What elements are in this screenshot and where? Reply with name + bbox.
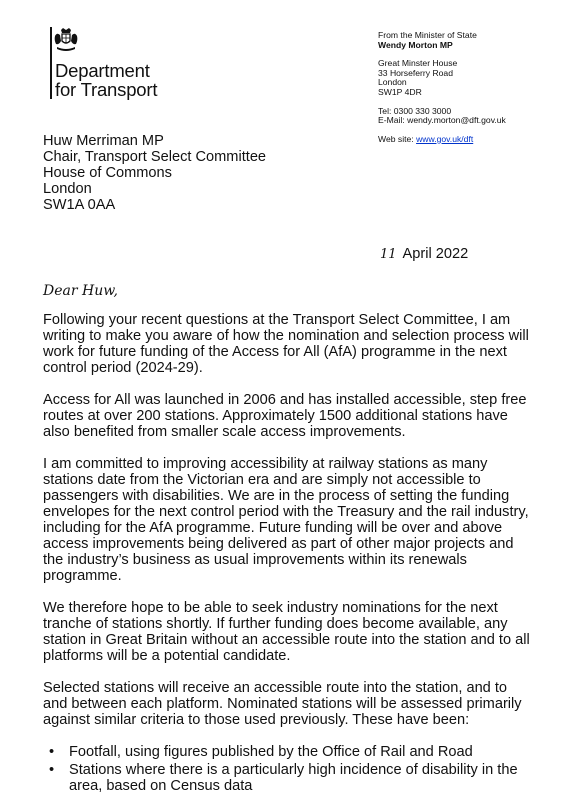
- list-item-text: Footfall, using figures published by the Office of Rail and Road: [69, 744, 473, 760]
- letter-body: [43, 312, 533, 796]
- recipient-line: Chair, Transport Select Committee: [43, 149, 267, 165]
- paragraph: Selected stations will receive an accessible route into the station, and to and between each platform. Nominated stations will be assessed primarily against similar criteria to those used previously. These have been:: [43, 680, 522, 728]
- salutation: Dear Huw,: [43, 283, 118, 299]
- paragraph: I am committed to improving accessibility at railway stations as many stations date from the Victorian era and are simply not accessible to passengers with disabilities. We are in the process of setting the funding envelopes for the next control period with the Treasury and the rail industry, including for the AfA programme. Future funding will be over and above access improvements being delivered as part of other major projects and the industry’s business as usual improvements within its renewals programme.: [43, 456, 529, 584]
- recipient-line: London: [43, 181, 92, 197]
- bullet-icon: •: [49, 744, 55, 760]
- paragraph: Following your recent questions at the Transport Select Committee, I am writing to make you aware of how the nomination and selection process will work for future funding of the Access for All (AfA) programme in the next control period (2024-29).: [43, 312, 529, 376]
- date-month-year: April 2022: [402, 246, 469, 262]
- paragraph: Access for All was launched in 2006 and has installed accessible, step free routes at over 200 stations. Approximately 1500 additional stations have also benefited from smaller scale access improvements.: [43, 392, 527, 440]
- telephone: Tel: 0300 330 3000: [378, 105, 452, 116]
- sender-block: [378, 31, 506, 144]
- department-name: [55, 61, 157, 99]
- website-label: Web site:: [378, 133, 417, 144]
- letter-date: [380, 246, 468, 262]
- email: E-Mail: wendy.morton@dft.gov.uk: [378, 115, 506, 126]
- minister-name: Wendy Morton MP: [378, 39, 453, 50]
- recipient-line: SW1A 0AA: [43, 197, 116, 213]
- list-item-text: Stations where there is a particularly high incidence of disability in the area, based on Census data: [69, 762, 518, 794]
- department-line-2: for Transport: [55, 79, 158, 100]
- address-line: 33 Horseferry Road: [378, 67, 453, 78]
- department-line-1: Department: [55, 60, 150, 81]
- address-line: Great Minster House: [378, 58, 458, 69]
- bullet-icon: •: [49, 762, 55, 778]
- criteria-list: [43, 744, 533, 794]
- logo-divider: [50, 27, 52, 99]
- address-line: London: [378, 77, 407, 88]
- royal-coat-of-arms-icon: [53, 27, 79, 53]
- date-day-handwritten: 11: [380, 247, 397, 262]
- website: [378, 135, 506, 145]
- list-item: [43, 762, 533, 794]
- website-link[interactable]: www.gov.uk/dft: [416, 133, 474, 144]
- recipient-line: Huw Merriman MP: [43, 133, 164, 149]
- list-item: [43, 744, 533, 760]
- address-line: SW1P 4DR: [378, 86, 422, 97]
- recipient-address: [43, 133, 266, 213]
- paragraph: We therefore hope to be able to seek industry nominations for the next tranche of stations shortly. If further funding does become available, any station in Great Britain without an accessible route into the station and to all platforms will be a potential candidate.: [43, 600, 530, 664]
- recipient-line: House of Commons: [43, 165, 172, 181]
- sender-from: From the Minister of State: [378, 30, 477, 40]
